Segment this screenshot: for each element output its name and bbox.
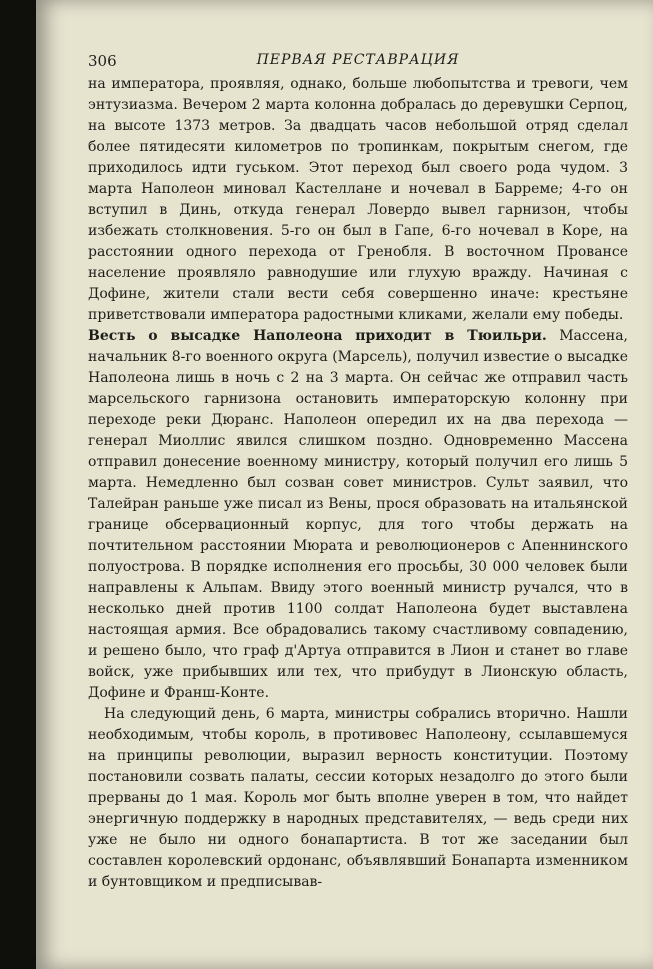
- paragraph-1: на императора, проявляя, однако, больше любопытства и тревоги, чем энтузиазма. Вечером 2 марта колонна добралась до деревушки Серпоц, на высоте 1373 метров. За двадцать часов небольшой отряд сделал более пятидесяти километров по тропинкам, покрытым снегом, где приходилось идти гуськом. Этот переход был своего рода чудом. 3 марта Наполеон миновал Кастеллане и ночевал в Барреме; 4-го он вступил в Динь, откуда генерал Ловердо вывел гарнизон, чтобы избежать столкновения. 5-го он был в Гапе, 6-го ночевал в Коре, на расстоянии одного перехода от Гренобля. В восточном Провансе население проявляло равнодушие или глухую вражду. Начиная с Дофине, жители стали вести себя совершенно иначе: крестьяне приветствовали императора радостными кликами, желали ему победы.: [88, 76, 628, 323]
- page-content: [88, 52, 628, 893]
- section-heading: Весть о высадке Наполеона приходит в Тюильри.: [88, 328, 547, 344]
- running-head: [88, 52, 628, 74]
- running-title: ПЕРВАЯ РЕСТАВРАЦИЯ: [256, 52, 460, 68]
- page-number: 306: [88, 52, 117, 70]
- book-page: [36, 0, 653, 969]
- paragraph-2-text: Массена, начальник 8-го военного округа (Марсель), получил известие о высадке Наполеона лишь в ночь с 2 на 3 марта. Он сейчас же отправил часть марсельского гарнизона остановить императорскую колонну при переходе реки Дюранс. Наполеон опередил их на два перехода — генерал Миоллис явился слишком поздно. Одновременно Массена отправил донесение военному министру, который получил его лишь 5 марта. Немедленно был созван совет министров. Сульт заявил, что Талейран раньше уже писал из Вены, прося образовать на итальянской границе обсервационный корпус, для того чтобы держать на почтительном расстоянии Мюрата и революционеров с Апеннинского полуострова. В порядке исполнения его просьбы, 30 000 человек были направлены к Альпам. Ввиду этого военный министр ручался, что в несколько дней против 1100 солдат Наполеона будет выставлена настоящая армия. Все обрадовались такому счастливому совпадению, и решено было, что граф д'Артуа отправится в Лион и станет во главе войск, уже прибывших или тех, что прибудут в Лионскую область, Дофине и Франш-Конте.: [88, 328, 628, 701]
- body-text: [88, 74, 628, 893]
- paragraph-3: На следующий день, 6 марта, министры собрались вторично. Нашли необходимым, чтобы король, в противовес Наполеону, ссылавшемуся на принципы революции, выразил верность конституции. Поэтому постановили созвать палаты, сессии которых незадолго до этого были прерваны до 1 мая. Король мог быть вполне уверен в том, что найдет энергичную поддержку в народных представителях, — ведь среди них уже не было ни одного бонапартиста. В тот же заседании был составлен королевский ордонанс, объявлявший Бонапарта изменником и бунтовщиком и предписывав-: [88, 706, 628, 890]
- paragraph-2: [88, 326, 628, 704]
